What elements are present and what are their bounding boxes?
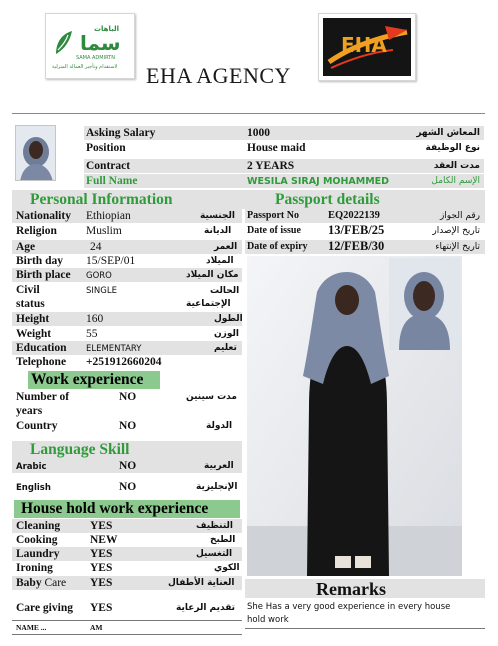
- birthplace-value: GORO: [86, 271, 112, 281]
- contract-ar: مدت العقد: [433, 161, 480, 171]
- cleaning-label: Cleaning: [16, 520, 61, 532]
- cooking-label: Cooking: [16, 534, 58, 546]
- weight-ar: الوزن: [214, 329, 239, 339]
- education-value: ELEMENTARY: [86, 344, 142, 354]
- arabic-value: NO: [119, 460, 137, 472]
- religion-ar: الديانة: [204, 226, 232, 236]
- civil-value: SINGLE: [86, 286, 117, 296]
- work-years-value: NO: [119, 391, 137, 403]
- ironing-ar: الكوي: [214, 563, 240, 573]
- personal-info-heading: Personal Information: [30, 191, 173, 208]
- salary-ar: المعاش الشهر: [416, 128, 480, 138]
- telephone-value: +251912660204: [86, 356, 162, 368]
- cleaning-value: YES: [90, 520, 113, 532]
- position-value: House maid: [247, 142, 306, 154]
- ironing-value: YES: [90, 562, 113, 574]
- height-label: Height: [16, 313, 50, 325]
- fullname-ar: الإسم الكامل: [431, 176, 480, 186]
- footer-name-value: AM: [90, 623, 103, 632]
- passport-no-ar: رقم الجواز: [439, 211, 480, 221]
- contract-label: Contract: [86, 160, 131, 172]
- nationality-label: Nationality: [16, 210, 71, 222]
- work-years-label-line2: years: [16, 405, 43, 417]
- sama-logo-tagline: لاستقدام وتأجير العمالة المنزلية: [52, 64, 118, 70]
- babycare-label-b: Care: [44, 577, 67, 589]
- nationality-value: Ethiopian: [86, 210, 131, 222]
- footer-name-label: NAME ...: [16, 623, 47, 632]
- birthday-ar: الميلاد: [206, 256, 234, 266]
- salary-label: Asking Salary: [86, 127, 156, 139]
- caregiving-value: YES: [90, 602, 113, 614]
- babycare-value: YES: [90, 577, 113, 589]
- footer-rule-left: [12, 620, 242, 621]
- birthplace-label: Birth place: [16, 269, 71, 281]
- cooking-ar: الطبخ: [210, 535, 236, 545]
- english-ar: الإنجليزية: [196, 482, 238, 492]
- expiry-ar: تاريخ الإنتهاء: [435, 242, 480, 252]
- arabic-ar: العربية: [204, 461, 234, 471]
- sama-logo-latin-text: SAMA ADMIRTN: [76, 55, 115, 61]
- eha-logo-panel: [323, 18, 411, 76]
- height-ar: الطول: [214, 314, 243, 324]
- agency-name: EHA AGENCY: [146, 63, 291, 88]
- laundry-value: YES: [90, 548, 113, 560]
- country-label: Country: [16, 420, 58, 432]
- sama-logo-top-text: الباهات: [94, 25, 120, 33]
- issue-value: 13/FEB/25: [328, 223, 385, 237]
- weight-value: 55: [86, 328, 98, 340]
- babycare-label-a: Baby: [16, 577, 42, 589]
- header-rule: [12, 113, 485, 114]
- babycare-ar: العناية الأطفال: [168, 578, 235, 588]
- passport-no-value: EQ2022139: [328, 210, 380, 221]
- passport-details-heading: Passport details: [275, 191, 380, 208]
- english-label: English: [16, 483, 51, 493]
- eha-logo-text: EHA: [341, 33, 387, 57]
- header: [0, 0, 498, 108]
- english-value: NO: [119, 481, 137, 493]
- country-value: NO: [119, 420, 137, 432]
- leaf-icon: [52, 28, 76, 58]
- position-label: Position: [86, 142, 126, 154]
- remarks-text-line1: She Has a very good experience in every house: [247, 602, 451, 612]
- civil-ar-line2: الإجتماعية: [186, 299, 231, 309]
- expiry-value: 12/FEB/30: [328, 239, 385, 253]
- full-body-photo: [247, 256, 462, 576]
- country-ar: الدولة: [206, 421, 233, 431]
- expiry-label: Date of expiry: [247, 241, 308, 252]
- age-label: Age: [16, 241, 36, 253]
- nationality-ar: الجنسية: [200, 211, 235, 221]
- ironing-label: Ironing: [16, 562, 53, 574]
- arabic-label: Arabic: [16, 462, 47, 472]
- issue-ar: تاريخ الإصدار: [432, 226, 480, 236]
- religion-label: Religion: [16, 225, 57, 237]
- eha-logo: [318, 13, 416, 81]
- cleaning-ar: التنظيف: [196, 521, 233, 531]
- salary-value: 1000: [247, 127, 270, 139]
- passport-no-label: Passport No: [247, 210, 299, 221]
- age-ar: العمر: [214, 242, 238, 252]
- footer-rule-bottom: [12, 634, 242, 635]
- religion-value: Muslim: [86, 225, 122, 237]
- caregiving-ar: تقديم الرعاية: [176, 603, 236, 613]
- education-label: Education: [16, 342, 67, 354]
- work-experience-heading: Work experience: [31, 371, 144, 388]
- footer-rule-right: [245, 628, 485, 629]
- fullname-label: Full Name: [86, 175, 138, 187]
- profile-photo-small: [15, 125, 56, 181]
- remarks-text-line2: hold work: [247, 615, 289, 625]
- birthday-value: 15/SEP/01: [86, 255, 136, 267]
- weight-label: Weight: [16, 328, 52, 340]
- age-value: 24: [90, 241, 102, 253]
- work-years-label-line1: Number of: [16, 391, 70, 403]
- laundry-ar: التغسيل: [196, 549, 233, 559]
- civil-ar-line1: الحالت: [210, 286, 240, 296]
- education-ar: تعليم: [214, 343, 237, 353]
- household-heading: House hold work experience: [21, 500, 209, 517]
- caregiving-label: Care giving: [16, 602, 73, 614]
- birthplace-ar: مكان الميلاد: [186, 270, 239, 280]
- fullname-value: WESILA SIRAJ MOHAMMED: [247, 176, 390, 187]
- civil-label-line1: Civil: [16, 284, 40, 296]
- sama-logo-main-text: سما: [80, 31, 121, 55]
- babycare-label: [16, 576, 66, 590]
- cooking-value: NEW: [90, 534, 118, 546]
- language-skill-heading: Language Skill: [30, 441, 130, 458]
- height-value: 160: [86, 313, 104, 325]
- position-ar: نوع الوظيفة: [425, 143, 480, 153]
- laundry-label: Laundry: [16, 548, 60, 560]
- birthday-label: Birth day: [16, 255, 63, 267]
- issue-label: Date of issue: [247, 225, 301, 236]
- remarks-heading: Remarks: [316, 579, 386, 599]
- band-age: [12, 240, 242, 254]
- work-years-ar: مدت سينين: [186, 392, 237, 402]
- contract-value: 2 YEARS: [247, 160, 295, 172]
- sama-logo: [45, 13, 135, 79]
- telephone-label: Telephone: [16, 356, 67, 368]
- civil-label-line2: status: [16, 298, 45, 310]
